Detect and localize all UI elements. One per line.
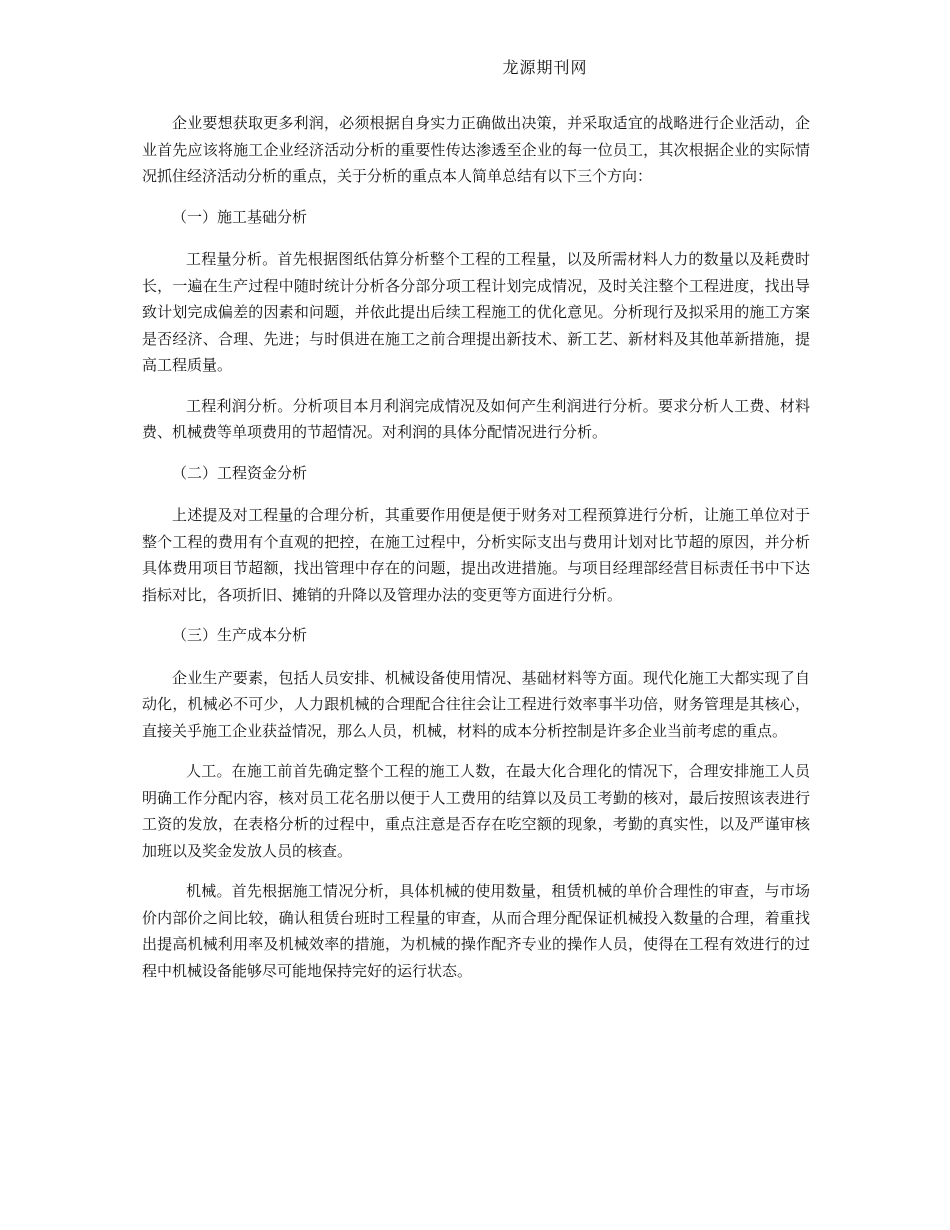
site-title: 龙源期刊网 xyxy=(502,58,588,77)
article-body xyxy=(142,110,810,998)
section-heading-3: （三）生产成本分析 xyxy=(172,626,308,644)
paragraph-machinery: 机械。首先根据施工情况分析，具体机械的使用数量，租赁机械的单价合理性的审查，与市场价内部价之间比较，确认租赁台班时工程量的审查，从而合理分配保证机械投入数量的合理，着重找出提高机械利用率及机械效率的措施，为机械的操作配齐专业的操作人员，使得在工程有效进行的过程中机械设备能够尽可能地保持完好的运行状态。 xyxy=(142,882,810,980)
section-heading-1: （一）施工基础分析 xyxy=(172,207,308,226)
section-heading-2: （二）工程资金分析 xyxy=(172,463,308,482)
paragraph-labor: 人工。在施工前首先确定整个工程的施工人数，在最大化合理化的情况下，合理安排施工人员明确工作分配内容，核对员工花名册以便于人工费用的结算以及员工考勤的核对，最后按照该表进行工资的发放，在表格分析的过程中，重点注意是否存在吃空额的现象，考勤的真实性，以及严谨审核加班以及奖金发放人员的核查。 xyxy=(142,762,810,860)
paragraph-funds-analysis: 上述提及对工程量的合理分析，其重要作用便是便于财务对工程预算进行分析，让施工单位对于整个工程的费用有个直观的把控，在施工过程中，分析实际支出与费用计划对比节超的原因，并分析具体费用项目节超额，找出管理中存在的问题，提出改进措施。与项目经理部经营目标责任书中下达指标对比，各项折旧、摊销的升降以及管理办法的变更等方面进行分析。 xyxy=(142,506,810,604)
paragraph-workload-analysis: 工程量分析。首先根据图纸估算分析整个工程的工程量，以及所需材料人力的数量以及耗费时长，一遍在生产过程中随时统计分析各分部分项工程计划完成情况，及时关注整个工程进度，找出导致计划完成偏差的因素和问题，并依此提出后续工程施工的优化意见。分析现行及拟采用的施工方案是否经济、合理、先进；与时俱进在施工之前合理提出新技术、新工艺、新材料及其他革新措施，提高工程质量。 xyxy=(142,250,810,374)
paragraph-production-elements: 企业生产要素，包括人员安排、机械设备使用情况、基础材料等方面。现代化施工大都实现了自动化，机械必不可少，人力跟机械的合理配合往往会让工程进行效率事半功倍，财务管理是其核心，直接关乎施工企业获益情况，那么人员，机械，材料的成本分析控制是许多企业当前考虑的重点。 xyxy=(142,668,810,740)
intro-paragraph: 企业要想获取更多利润，必须根据自身实力正确做出决策，并采取适宜的战略进行企业活动，企业首先应该将施工企业经济活动分析的重要性传达渗透至企业的每一位员工，其次根据企业的实际情况抓住经济活动分析的重点，关于分析的重点本人简单总结有以下三个方向： xyxy=(142,114,810,185)
paragraph-profit-analysis: 工程利润分析。分析项目本月利润完成情况及如何产生利润进行分析。要求分析人工费、材料费、机械费等单项费用的节超情况。对利润的具体分配情况进行分析。 xyxy=(142,396,810,441)
